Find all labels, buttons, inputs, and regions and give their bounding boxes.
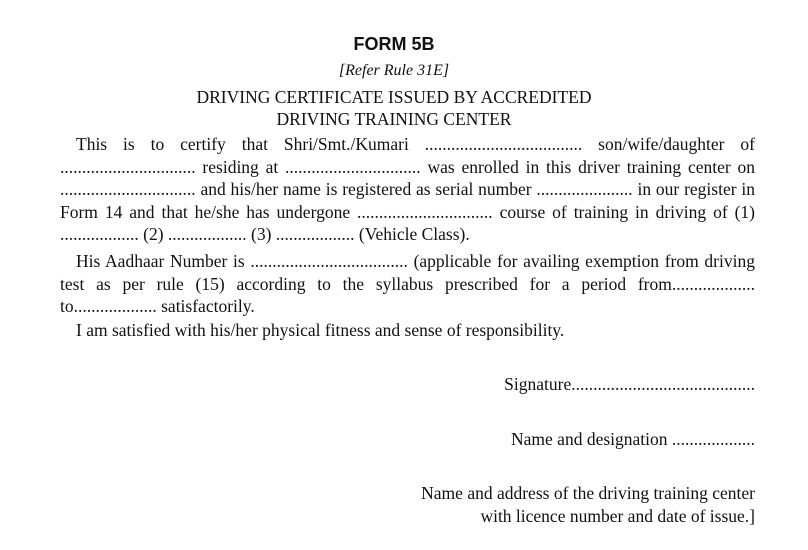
rule-reference: [Refer Rule 31E] (338, 62, 450, 79)
name-designation-line: Name and designation ................... (511, 429, 755, 449)
center-details-line-2: with licence number and date of issue.] (480, 506, 755, 526)
training-center-details (421, 482, 755, 528)
certification-paragraph: This is to certify that Shri/Smt./Kumari .................................... son/wife/daughter of ............................... residing at ............................... was enrolled in this driver training center on ............................... and his/her name is registered as serial number ...................... in our register in Form 14 and that he/she has undergone ............................... course of training in driving of (1) .................. (2) .................. (3) .................. (Vehicle Class). (60, 134, 755, 244)
certificate-heading-line-2: DRIVING TRAINING CENTER (276, 109, 512, 129)
certificate-heading-line-1: DRIVING CERTIFICATE ISSUED BY ACCREDITED (196, 87, 592, 107)
fitness-statement: I am satisfied with his/her physical fitness and sense of responsibility. (76, 320, 565, 340)
form-title: FORM 5B (353, 34, 435, 54)
center-details-line-1: Name and address of the driving training center (421, 483, 755, 503)
aadhaar-paragraph: His Aadhaar Number is .................................... (applicable for availing exemption from driving test as per rule (15) according to the syllabus prescribed for a period from................... to................... satisfactorily. (60, 251, 755, 316)
signature-line: Signature.......................................... (504, 374, 755, 394)
